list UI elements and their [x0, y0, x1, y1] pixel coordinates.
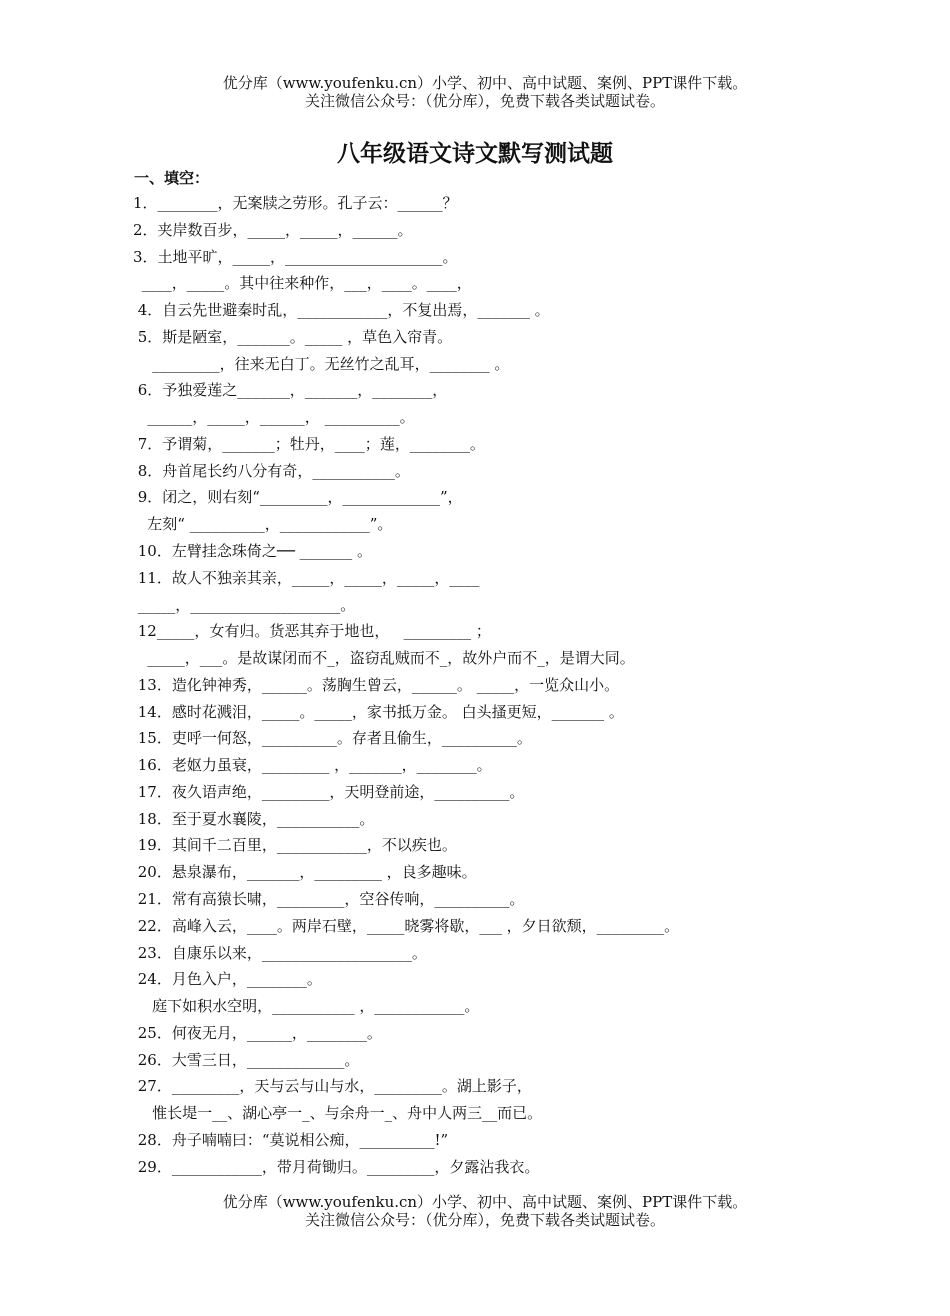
question-line: 26．大雪三日，_____________。 — [133, 1051, 360, 1069]
question-line: 18．至于夏水襄陵，___________。 — [133, 810, 375, 828]
question-line: 17．夜久语声绝，_________，天明登前途，__________。 — [133, 783, 525, 801]
question-line: 11．故人不独亲其亲，_____，_____，_____，____ — [133, 569, 480, 587]
footer-line-2: 关注微信公众号：（优分库），免费下载各类试题试卷。 — [304, 1211, 665, 1229]
question-line: 29．____________，带月荷锄归。_________，夕露沾我衣。 — [133, 1158, 540, 1176]
question-line: ____，_____。其中往来种作，___，____。____， — [137, 274, 472, 292]
question-line: 21．常有高猿长啸，_________，空谷传响，__________。 — [133, 890, 525, 908]
question-line: 15．吏呼一何怒，__________。存者且偷生，__________。 — [133, 729, 532, 747]
question-line: 19．其间千二百里，____________，不以疾也。 — [133, 836, 457, 854]
question-line: 左刻“ __________，____________”。 — [133, 515, 393, 533]
question-line: 3．土地平旷，_____，_____________________。 — [133, 248, 458, 266]
question-line: 22．高峰入云，____。两岸石壁，_____晓雾将歇，___ ，夕日欲颓，_________。 — [133, 917, 680, 935]
question-line: 庭下如积水空明，___________ ，____________。 — [133, 997, 480, 1015]
question-line: ______，_____，______， __________。 — [133, 408, 415, 426]
question-line: 6．予独爱莲之_______，_______，________， — [133, 381, 448, 399]
question-line: _____，___。是故谋闭而不_，盗窃乱贼而不_，故外户而不_，是谓大同。 — [133, 649, 635, 667]
question-line: 1．________，无案牍之劳形。孔子云：______？ — [133, 194, 458, 212]
question-line: _________，往来无白丁。无丝竹之乱耳，________ 。 — [133, 355, 510, 373]
question-line: 5．斯是陋室，_______。_____ ，草色入帘青。 — [133, 328, 453, 346]
question-line: 28．舟子喃喃曰：“莫说相公痴，__________!” — [133, 1131, 449, 1149]
page-footer — [0, 1193, 950, 1229]
question-line: 9．闭之，则右刻“_________，_____________”， — [133, 488, 463, 506]
question-line: _____，____________________。 — [133, 596, 356, 614]
question-line: 14．感时花溅泪，_____。_____，家书抵万金。 白头搔更短，_______ 。 — [133, 703, 624, 721]
question-line: 16．老妪力虽衰，_________ ，_______，________。 — [133, 756, 492, 774]
question-line: 2．夹岸数百步，_____，_____，______。 — [133, 221, 413, 239]
page-header — [0, 74, 950, 110]
page-title: 八年级语文诗文默写测试题 — [337, 141, 613, 167]
question-line: 25．何夜无月，______，________。 — [133, 1024, 382, 1042]
question-line: 惟长堤一__、湖心亭一_、与余舟一_、舟中人两三__而已。 — [133, 1104, 543, 1122]
question-line: 7．予谓菊，_______；牡丹，____；莲，________。 — [133, 435, 485, 453]
question-line: 13．造化钟神秀，______。荡胸生曾云，______。 _____，一览众山小。 — [133, 676, 620, 694]
question-line: 20．悬泉瀑布，_______，_________ ，良多趣味。 — [133, 863, 477, 881]
question-line: 10．左臂挂念珠倚之── _______ 。 — [133, 542, 372, 560]
header-line-1: 优分库（www.youfenku.cn）小学、初中、高中试题、案例、PPT课件下载。 — [222, 74, 748, 92]
section-heading: 一、填空： — [134, 169, 210, 187]
question-line: 8．舟首尾长约八分有奇，___________。 — [133, 462, 410, 480]
question-line: 4．自云先世避秦时乱，____________，不复出焉，_______ 。 — [133, 301, 550, 319]
footer-line-1: 优分库（www.youfenku.cn）小学、初中、高中试题、案例、PPT课件下载。 — [222, 1193, 748, 1211]
question-line: 12_____，女有归。货恶其弃于地也， _________ ； — [133, 622, 491, 640]
question-line: 24．月色入户，________。 — [133, 970, 322, 988]
header-line-2: 关注微信公众号：（优分库），免费下载各类试题试卷。 — [304, 92, 665, 110]
question-line: 27．_________，天与云与山与水，_________。湖上影子， — [133, 1077, 532, 1095]
question-line: 23．自康乐以来，____________________。 — [133, 944, 427, 962]
